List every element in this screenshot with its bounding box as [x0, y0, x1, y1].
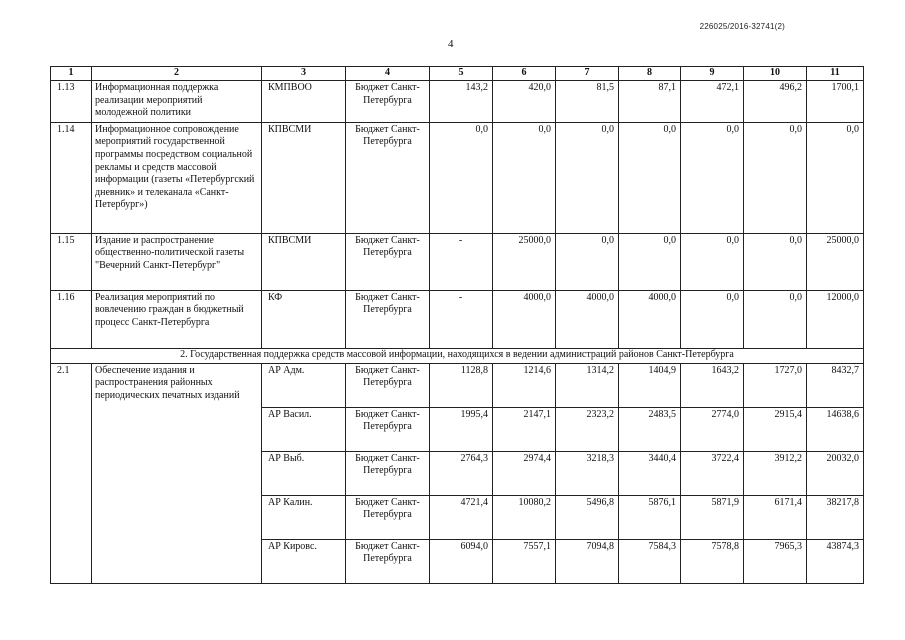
funding-source: Бюджет Санкт-Петербурга	[346, 495, 430, 539]
value-cell: 5876,1	[619, 495, 681, 539]
funding-source: Бюджет Санкт-Петербурга	[346, 451, 430, 495]
page-number: 4	[448, 38, 454, 50]
activity-name: Реализация мероприятий по вовлечению граждан в бюджетный процесс Санкт-Петербурга	[92, 290, 262, 348]
value-cell: 3722,4	[681, 451, 744, 495]
value-cell: 0,0	[744, 290, 807, 348]
funding-source: Бюджет Санкт-Петербурга	[346, 407, 430, 451]
activity-name: Информационное сопровождение мероприятий государственной программы посредством социальной рекламы и средств массовой информации (газеты «Петербургский дневник» и телеканала «Санкт-Петербург»)	[92, 122, 262, 233]
value-cell: 1314,2	[556, 363, 619, 407]
total-cell: 12000,0	[807, 290, 864, 348]
value-cell: 1128,8	[430, 363, 493, 407]
document-registration-number: 226025/2016-32741(2)	[699, 22, 785, 31]
value-cell: 472,1	[681, 81, 744, 123]
value-cell: 0,0	[493, 122, 556, 233]
value-cell: 7584,3	[619, 539, 681, 583]
col-header: 2	[92, 67, 262, 81]
section-heading-row	[51, 348, 864, 363]
funding-source: Бюджет Санкт-Петербурга	[346, 233, 430, 290]
total-cell: 38217,8	[807, 495, 864, 539]
value-cell: 6094,0	[430, 539, 493, 583]
value-cell: 2323,2	[556, 407, 619, 451]
col-header: 11	[807, 67, 864, 81]
value-cell: 81,5	[556, 81, 619, 123]
value-cell: 7094,8	[556, 539, 619, 583]
col-header: 1	[51, 67, 92, 81]
total-cell: 8432,7	[807, 363, 864, 407]
value-cell: 420,0	[493, 81, 556, 123]
value-cell: 2483,5	[619, 407, 681, 451]
value-cell: 1214,6	[493, 363, 556, 407]
value-cell: 87,1	[619, 81, 681, 123]
table-row	[51, 122, 864, 233]
row-number: 2.1	[51, 363, 92, 583]
col-header: 7	[556, 67, 619, 81]
value-cell: 1643,2	[681, 363, 744, 407]
table-row	[51, 363, 864, 407]
value-cell: 2915,4	[744, 407, 807, 451]
value-cell: 25000,0	[493, 233, 556, 290]
col-header: 10	[744, 67, 807, 81]
value-cell: 496,2	[744, 81, 807, 123]
value-cell: 7578,8	[681, 539, 744, 583]
value-cell: 7965,3	[744, 539, 807, 583]
value-cell: 0,0	[430, 122, 493, 233]
row-number: 1.16	[51, 290, 92, 348]
executor: АР Адм.	[262, 363, 346, 407]
column-number-row	[51, 67, 864, 81]
executor: КПВСМИ	[262, 233, 346, 290]
value-cell: 5871,9	[681, 495, 744, 539]
total-cell: 43874,3	[807, 539, 864, 583]
executor: АР Кировс.	[262, 539, 346, 583]
value-cell: 0,0	[744, 233, 807, 290]
value-cell: 4000,0	[619, 290, 681, 348]
value-cell: 1404,9	[619, 363, 681, 407]
executor: КФ	[262, 290, 346, 348]
value-cell: 0,0	[681, 122, 744, 233]
value-cell: 143,2	[430, 81, 493, 123]
col-header: 5	[430, 67, 493, 81]
col-header: 6	[493, 67, 556, 81]
value-cell: 0,0	[681, 233, 744, 290]
total-cell: 14638,6	[807, 407, 864, 451]
value-cell: 0,0	[744, 122, 807, 233]
value-cell: -	[430, 290, 493, 348]
value-cell: 6171,4	[744, 495, 807, 539]
activity-name: Издание и распространение общественно-политической газеты "Вечерний Санкт-Петербург"	[92, 233, 262, 290]
funding-source: Бюджет Санкт-Петербурга	[346, 363, 430, 407]
value-cell: 4000,0	[556, 290, 619, 348]
value-cell: 4000,0	[493, 290, 556, 348]
value-cell: 3440,4	[619, 451, 681, 495]
value-cell: 0,0	[556, 233, 619, 290]
col-header: 3	[262, 67, 346, 81]
total-cell: 0,0	[807, 122, 864, 233]
value-cell: 0,0	[681, 290, 744, 348]
value-cell: 7557,1	[493, 539, 556, 583]
funding-source: Бюджет Санкт-Петербурга	[346, 290, 430, 348]
funding-source: Бюджет Санкт-Петербурга	[346, 81, 430, 123]
value-cell: 3218,3	[556, 451, 619, 495]
col-header: 8	[619, 67, 681, 81]
value-cell: 4721,4	[430, 495, 493, 539]
value-cell: 2764,3	[430, 451, 493, 495]
funding-source: Бюджет Санкт-Петербурга	[346, 122, 430, 233]
value-cell: 1727,0	[744, 363, 807, 407]
executor: АР Калин.	[262, 495, 346, 539]
col-header: 9	[681, 67, 744, 81]
table-row	[51, 233, 864, 290]
value-cell: 3912,2	[744, 451, 807, 495]
executor: КМПВОО	[262, 81, 346, 123]
value-cell: 1995,4	[430, 407, 493, 451]
table-row	[51, 81, 864, 123]
executor: АР Васил.	[262, 407, 346, 451]
value-cell: 0,0	[556, 122, 619, 233]
total-cell: 1700,1	[807, 81, 864, 123]
total-cell: 25000,0	[807, 233, 864, 290]
col-header: 4	[346, 67, 430, 81]
total-cell: 20032,0	[807, 451, 864, 495]
value-cell: -	[430, 233, 493, 290]
row-number: 1.14	[51, 122, 92, 233]
value-cell: 10080,2	[493, 495, 556, 539]
row-number: 1.15	[51, 233, 92, 290]
value-cell: 0,0	[619, 122, 681, 233]
activity-name: Информационная поддержка реализации мероприятий молодежной политики	[92, 81, 262, 123]
value-cell: 2147,1	[493, 407, 556, 451]
funding-source: Бюджет Санкт-Петербурга	[346, 539, 430, 583]
value-cell: 2774,0	[681, 407, 744, 451]
budget-table	[50, 66, 864, 584]
value-cell: 0,0	[619, 233, 681, 290]
value-cell: 2974,4	[493, 451, 556, 495]
row-number: 1.13	[51, 81, 92, 123]
section-title: 2. Государственная поддержка средств массовой информации, находящихся в ведении администраций районов Санкт-Петербурга	[51, 348, 864, 363]
table-row	[51, 290, 864, 348]
value-cell: 5496,8	[556, 495, 619, 539]
activity-name: Обеспечение издания и распространения районных периодических печатных изданий	[92, 363, 262, 583]
executor: КПВСМИ	[262, 122, 346, 233]
executor: АР Выб.	[262, 451, 346, 495]
